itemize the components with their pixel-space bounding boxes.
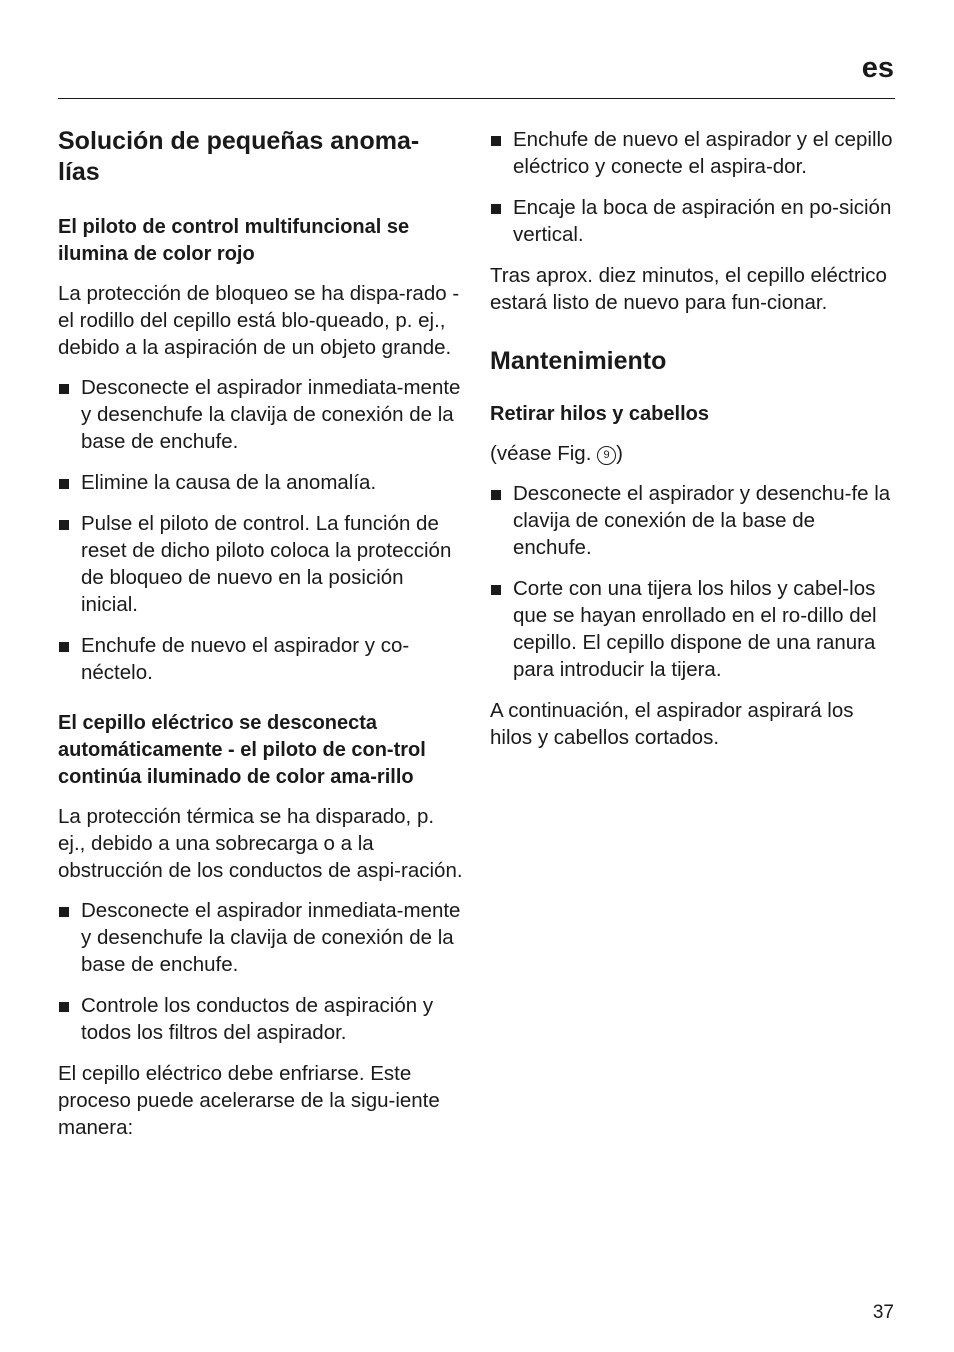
list-item: Encaje la boca de aspiración en po-sición vertical. (490, 194, 896, 248)
header-rule (58, 98, 895, 99)
left-column (58, 126, 464, 1154)
figure-reference: (véase Fig. 9 ) (490, 442, 623, 465)
bullet-list (58, 374, 464, 686)
square-bullet-icon (491, 136, 501, 146)
list-item: Controle los conductos de aspiración y todos los filtros del aspirador. (58, 992, 464, 1046)
square-bullet-icon (59, 479, 69, 489)
list-item: Desconecte el aspirador inmediata-mente y desenchufe la clavija de conexión de la base de enchufe. (58, 374, 464, 455)
square-bullet-icon (59, 520, 69, 530)
section-title: Solución de pequeñas anoma- lías (58, 127, 420, 186)
square-bullet-icon (59, 642, 69, 652)
bullet-list (490, 126, 896, 248)
language-code: es (861, 52, 894, 84)
square-bullet-icon (59, 384, 69, 394)
list-item: Enchufe de nuevo el aspirador y el cepillo eléctrico y conecte el aspira-dor. (490, 126, 896, 180)
square-bullet-icon (59, 907, 69, 917)
square-bullet-icon (491, 490, 501, 500)
paragraph: Tras aprox. diez minutos, el cepillo eléctrico estará listo de nuevo para fun-cionar. (490, 264, 887, 314)
bullet-list (490, 480, 896, 683)
section-title: Mantenimiento (490, 347, 667, 375)
square-bullet-icon (491, 585, 501, 595)
square-bullet-icon (59, 1002, 69, 1012)
page-number: 37 (872, 1302, 894, 1323)
list-item: Desconecte el aspirador inmediata-mente y desenchufe la clavija de conexión de la base de enchufe. (58, 897, 464, 978)
figure-number-circle: 9 (597, 446, 616, 465)
subsection-heading: Retirar hilos y cabellos (490, 403, 709, 425)
list-item: Corte con una tijera los hilos y cabel-los que se hayan enrollado en el ro-dillo del cepillo. El cepillo dispone de una ranura para introducir la tijera. (490, 575, 896, 683)
paragraph: La protección térmica se ha disparado, p. ej., debido a una sobrecarga o a la obstrucción de los conductos de aspi-ración. (58, 805, 463, 882)
subsection-heading-yellow: El cepillo eléctrico se desconecta automáticamente - el piloto de con-trol continúa iluminado de color ama-rillo (58, 712, 426, 788)
right-column (490, 126, 896, 764)
paragraph: La protección de bloqueo se ha dispa-rado - el rodillo del cepillo está blo-queado, p. ej., debido a la aspiración de un objeto grande. (58, 282, 460, 359)
list-item: Enchufe de nuevo el aspirador y co-néctelo. (58, 632, 464, 686)
list-item: Desconecte el aspirador y desenchu-fe la clavija de conexión de la base de enchufe. (490, 480, 896, 561)
square-bullet-icon (491, 204, 501, 214)
paragraph: A continuación, el aspirador aspirará los hilos y cabellos cortados. (490, 699, 854, 749)
paragraph: El cepillo eléctrico debe enfriarse. Este proceso puede acelerarse de la sigu-iente manera: (58, 1062, 440, 1139)
list-item: Pulse el piloto de control. La función de reset de dicho piloto coloca la protección de bloqueo de nuevo en la posición inicial. (58, 510, 464, 618)
list-item: Elimine la causa de la anomalía. (58, 469, 464, 496)
subsection-heading-red: El piloto de control multifuncional se ilumina de color rojo (58, 216, 410, 265)
bullet-list (58, 897, 464, 1046)
